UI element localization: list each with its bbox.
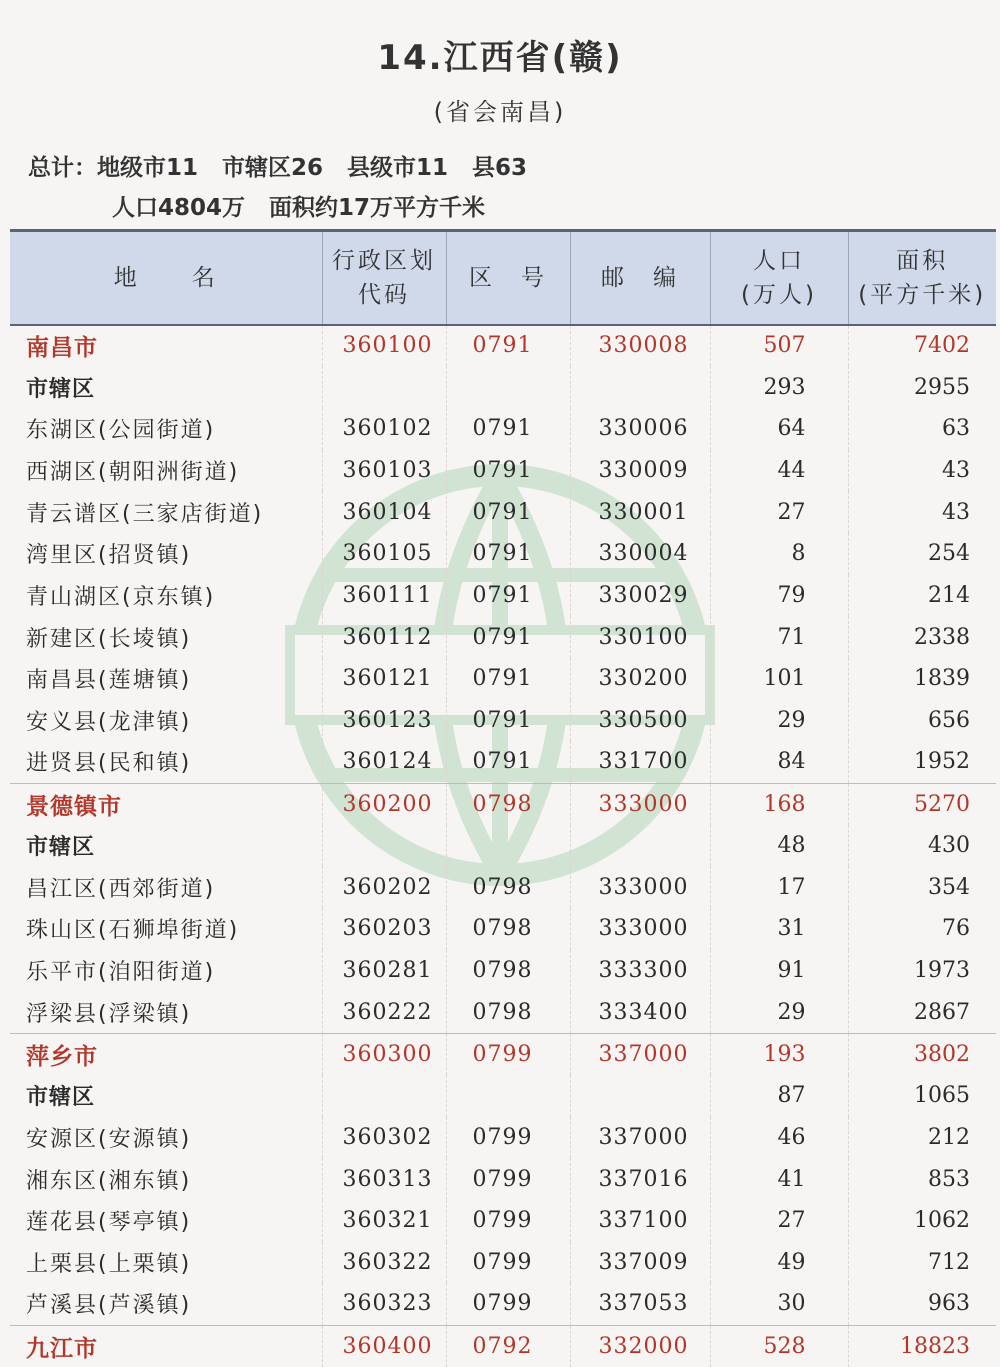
page-title: 14.江西省(赣) bbox=[377, 38, 623, 78]
row-postcode: 330004 bbox=[570, 533, 710, 575]
row-admin-code: 360104 bbox=[322, 491, 446, 533]
summary-counties: 县63 bbox=[472, 155, 528, 181]
row-name: 市辖区 bbox=[26, 835, 96, 861]
row-area-code: 0792 bbox=[446, 1325, 570, 1367]
row-admin-code: 360400 bbox=[322, 1325, 446, 1367]
row-name: 昌江区(西郊街道) bbox=[26, 876, 216, 902]
row-postcode bbox=[570, 366, 710, 408]
row-population: 87 bbox=[710, 1075, 848, 1117]
table-row bbox=[10, 700, 996, 742]
row-area: 212 bbox=[848, 1117, 996, 1159]
row-postcode: 330029 bbox=[570, 575, 710, 617]
row-population: 8 bbox=[710, 533, 848, 575]
row-area: 853 bbox=[848, 1158, 996, 1200]
header-area-code: 区 号 bbox=[446, 231, 570, 325]
row-population: 71 bbox=[710, 616, 848, 658]
table-row bbox=[10, 950, 996, 992]
table-row bbox=[10, 616, 996, 658]
row-area: 430 bbox=[848, 825, 996, 867]
district-table bbox=[10, 229, 996, 1367]
row-admin-code: 360302 bbox=[322, 1117, 446, 1159]
row-name: 萍乡市 bbox=[26, 1043, 98, 1070]
header-population: 人口 (万人) bbox=[710, 231, 848, 325]
row-name: 东湖区(公园街道) bbox=[26, 418, 216, 444]
row-area: 63 bbox=[848, 408, 996, 450]
summary-line-2 bbox=[28, 188, 551, 228]
row-postcode: 337100 bbox=[570, 1200, 710, 1242]
row-area: 354 bbox=[848, 866, 996, 908]
table-row bbox=[10, 1075, 996, 1117]
row-area: 2338 bbox=[848, 616, 996, 658]
row-admin-code: 360105 bbox=[322, 533, 446, 575]
row-area-code: 0791 bbox=[446, 616, 570, 658]
row-area: 214 bbox=[848, 575, 996, 617]
row-population: 30 bbox=[710, 1283, 848, 1325]
summary-prefecture-cities: 地级市11 bbox=[97, 155, 199, 181]
row-admin-code: 360222 bbox=[322, 992, 446, 1034]
row-population: 46 bbox=[710, 1117, 848, 1159]
row-postcode: 337009 bbox=[570, 1242, 710, 1284]
row-name: 珠山区(石狮埠街道) bbox=[26, 918, 240, 944]
row-area-code: 0798 bbox=[446, 783, 570, 825]
row-area: 1065 bbox=[848, 1075, 996, 1117]
table-row bbox=[10, 1242, 996, 1284]
row-area-code bbox=[446, 1075, 570, 1117]
row-area-code: 0791 bbox=[446, 450, 570, 492]
summary-population: 人口4804万 bbox=[112, 195, 246, 221]
row-area-code: 0791 bbox=[446, 491, 570, 533]
table-row bbox=[10, 408, 996, 450]
row-postcode: 337000 bbox=[570, 1117, 710, 1159]
summary-districts: 市辖区26 bbox=[222, 155, 324, 181]
row-area-code: 0798 bbox=[446, 908, 570, 950]
summary-county-cities: 县级市11 bbox=[347, 155, 449, 181]
summary-block bbox=[28, 148, 551, 228]
row-postcode: 333000 bbox=[570, 866, 710, 908]
row-admin-code: 360200 bbox=[322, 783, 446, 825]
row-area-code: 0798 bbox=[446, 992, 570, 1034]
row-postcode: 333300 bbox=[570, 950, 710, 992]
row-name: 湾里区(招贤镇) bbox=[26, 543, 192, 569]
row-area: 2867 bbox=[848, 992, 996, 1034]
row-postcode: 330008 bbox=[570, 325, 710, 367]
row-population: 48 bbox=[710, 825, 848, 867]
row-population: 27 bbox=[710, 1200, 848, 1242]
table-row bbox=[10, 658, 996, 700]
table-row bbox=[10, 491, 996, 533]
table-row bbox=[10, 1283, 996, 1325]
row-name: 新建区(长堎镇) bbox=[26, 626, 192, 652]
row-name: 青山湖区(京东镇) bbox=[26, 584, 216, 610]
table-row bbox=[10, 450, 996, 492]
row-population: 293 bbox=[710, 366, 848, 408]
row-population: 29 bbox=[710, 992, 848, 1034]
row-population: 49 bbox=[710, 1242, 848, 1284]
row-admin-code: 360100 bbox=[322, 325, 446, 367]
row-area: 3802 bbox=[848, 1033, 996, 1075]
row-population: 31 bbox=[710, 908, 848, 950]
row-population: 44 bbox=[710, 450, 848, 492]
row-name: 浮梁县(浮梁镇) bbox=[26, 1001, 192, 1027]
row-population: 41 bbox=[710, 1158, 848, 1200]
row-name: 莲花县(琴亭镇) bbox=[26, 1210, 192, 1236]
row-admin-code: 360323 bbox=[322, 1283, 446, 1325]
row-name: 芦溪县(芦溪镇) bbox=[26, 1293, 192, 1319]
row-area: 1062 bbox=[848, 1200, 996, 1242]
row-postcode bbox=[570, 1075, 710, 1117]
row-area-code bbox=[446, 825, 570, 867]
row-postcode: 331700 bbox=[570, 741, 710, 783]
header-area: 面积 (平方千米) bbox=[848, 231, 996, 325]
row-admin-code: 360121 bbox=[322, 658, 446, 700]
table-row bbox=[10, 366, 996, 408]
row-name: 市辖区 bbox=[26, 1085, 96, 1111]
row-area: 1952 bbox=[848, 741, 996, 783]
row-name: 湘东区(湘东镇) bbox=[26, 1168, 192, 1194]
row-area-code: 0799 bbox=[446, 1283, 570, 1325]
row-population: 64 bbox=[710, 408, 848, 450]
row-name: 九江市 bbox=[26, 1335, 98, 1362]
table-header-row bbox=[10, 231, 996, 325]
row-population: 193 bbox=[710, 1033, 848, 1075]
table-row bbox=[10, 575, 996, 617]
row-name: 西湖区(朝阳洲街道) bbox=[26, 459, 240, 485]
row-admin-code: 360102 bbox=[322, 408, 446, 450]
row-postcode: 330001 bbox=[570, 491, 710, 533]
row-area-code: 0799 bbox=[446, 1117, 570, 1159]
row-name: 乐平市(洎阳街道) bbox=[26, 960, 216, 986]
row-area: 43 bbox=[848, 491, 996, 533]
row-name: 南昌市 bbox=[26, 335, 98, 362]
table-row bbox=[10, 992, 996, 1034]
row-area-code: 0799 bbox=[446, 1158, 570, 1200]
row-admin-code bbox=[322, 825, 446, 867]
row-postcode: 337000 bbox=[570, 1033, 710, 1075]
row-postcode: 330500 bbox=[570, 700, 710, 742]
row-name: 市辖区 bbox=[26, 376, 96, 402]
row-area-code: 0791 bbox=[446, 700, 570, 742]
row-area: 254 bbox=[848, 533, 996, 575]
row-admin-code: 360281 bbox=[322, 950, 446, 992]
row-area-code: 0791 bbox=[446, 575, 570, 617]
summary-label: 总计： bbox=[28, 155, 97, 181]
row-area: 7402 bbox=[848, 325, 996, 367]
row-area-code: 0799 bbox=[446, 1242, 570, 1284]
row-admin-code: 360103 bbox=[322, 450, 446, 492]
row-area-code bbox=[446, 366, 570, 408]
table-row bbox=[10, 908, 996, 950]
row-area: 76 bbox=[848, 908, 996, 950]
row-postcode: 337016 bbox=[570, 1158, 710, 1200]
row-name: 进贤县(民和镇) bbox=[26, 751, 192, 777]
row-area: 2955 bbox=[848, 366, 996, 408]
row-postcode: 330200 bbox=[570, 658, 710, 700]
row-admin-code: 360112 bbox=[322, 616, 446, 658]
row-area: 43 bbox=[848, 450, 996, 492]
row-area-code: 0791 bbox=[446, 741, 570, 783]
row-population: 91 bbox=[710, 950, 848, 992]
row-postcode: 330006 bbox=[570, 408, 710, 450]
row-name: 安源区(安源镇) bbox=[26, 1126, 192, 1152]
header-code: 行政区划 代码 bbox=[322, 231, 446, 325]
row-admin-code: 360203 bbox=[322, 908, 446, 950]
table-row bbox=[10, 533, 996, 575]
row-population: 507 bbox=[710, 325, 848, 367]
table-row bbox=[10, 866, 996, 908]
row-admin-code bbox=[322, 366, 446, 408]
row-area: 18823 bbox=[848, 1325, 996, 1367]
row-area: 1973 bbox=[848, 950, 996, 992]
row-area-code: 0798 bbox=[446, 866, 570, 908]
row-admin-code: 360313 bbox=[322, 1158, 446, 1200]
row-admin-code: 360202 bbox=[322, 866, 446, 908]
row-admin-code: 360111 bbox=[322, 575, 446, 617]
row-name: 南昌县(莲塘镇) bbox=[26, 668, 192, 694]
row-population: 29 bbox=[710, 700, 848, 742]
row-postcode: 332000 bbox=[570, 1325, 710, 1367]
row-postcode: 337053 bbox=[570, 1283, 710, 1325]
row-area-code: 0798 bbox=[446, 950, 570, 992]
row-postcode: 330009 bbox=[570, 450, 710, 492]
row-area-code: 0791 bbox=[446, 325, 570, 367]
row-admin-code: 360300 bbox=[322, 1033, 446, 1075]
row-area: 963 bbox=[848, 1283, 996, 1325]
row-population: 84 bbox=[710, 741, 848, 783]
row-area-code: 0791 bbox=[446, 658, 570, 700]
row-area: 1839 bbox=[848, 658, 996, 700]
row-admin-code: 360123 bbox=[322, 700, 446, 742]
row-area-code: 0799 bbox=[446, 1200, 570, 1242]
row-area-code: 0791 bbox=[446, 408, 570, 450]
table-row bbox=[10, 1158, 996, 1200]
row-admin-code: 360124 bbox=[322, 741, 446, 783]
table-row bbox=[10, 825, 996, 867]
row-population: 168 bbox=[710, 783, 848, 825]
row-population: 79 bbox=[710, 575, 848, 617]
city-row bbox=[10, 1325, 996, 1367]
row-admin-code bbox=[322, 1075, 446, 1117]
summary-area: 面积约17万平方千米 bbox=[269, 195, 486, 221]
row-area-code: 0791 bbox=[446, 533, 570, 575]
row-name: 上栗县(上栗镇) bbox=[26, 1251, 192, 1277]
row-admin-code: 360322 bbox=[322, 1242, 446, 1284]
row-area: 5270 bbox=[848, 783, 996, 825]
table-row bbox=[10, 741, 996, 783]
table-row bbox=[10, 1200, 996, 1242]
city-row bbox=[10, 325, 996, 367]
city-row bbox=[10, 1033, 996, 1075]
row-area-code: 0799 bbox=[446, 1033, 570, 1075]
row-name: 景德镇市 bbox=[26, 793, 122, 820]
row-postcode bbox=[570, 825, 710, 867]
row-postcode: 333400 bbox=[570, 992, 710, 1034]
page-subtitle: (省会南昌) bbox=[433, 98, 567, 126]
row-area: 712 bbox=[848, 1242, 996, 1284]
row-name: 青云谱区(三家店街道) bbox=[26, 501, 264, 527]
summary-line-1 bbox=[28, 148, 551, 188]
row-population: 528 bbox=[710, 1325, 848, 1367]
header-name: 地 名 bbox=[113, 264, 218, 291]
row-postcode: 333000 bbox=[570, 908, 710, 950]
row-postcode: 330100 bbox=[570, 616, 710, 658]
row-postcode: 333000 bbox=[570, 783, 710, 825]
city-row bbox=[10, 783, 996, 825]
row-population: 27 bbox=[710, 491, 848, 533]
header-postcode: 邮 编 bbox=[570, 231, 710, 325]
row-area: 656 bbox=[848, 700, 996, 742]
row-population: 101 bbox=[710, 658, 848, 700]
row-admin-code: 360321 bbox=[322, 1200, 446, 1242]
row-population: 17 bbox=[710, 866, 848, 908]
table-row bbox=[10, 1117, 996, 1159]
row-name: 安义县(龙津镇) bbox=[26, 710, 192, 736]
